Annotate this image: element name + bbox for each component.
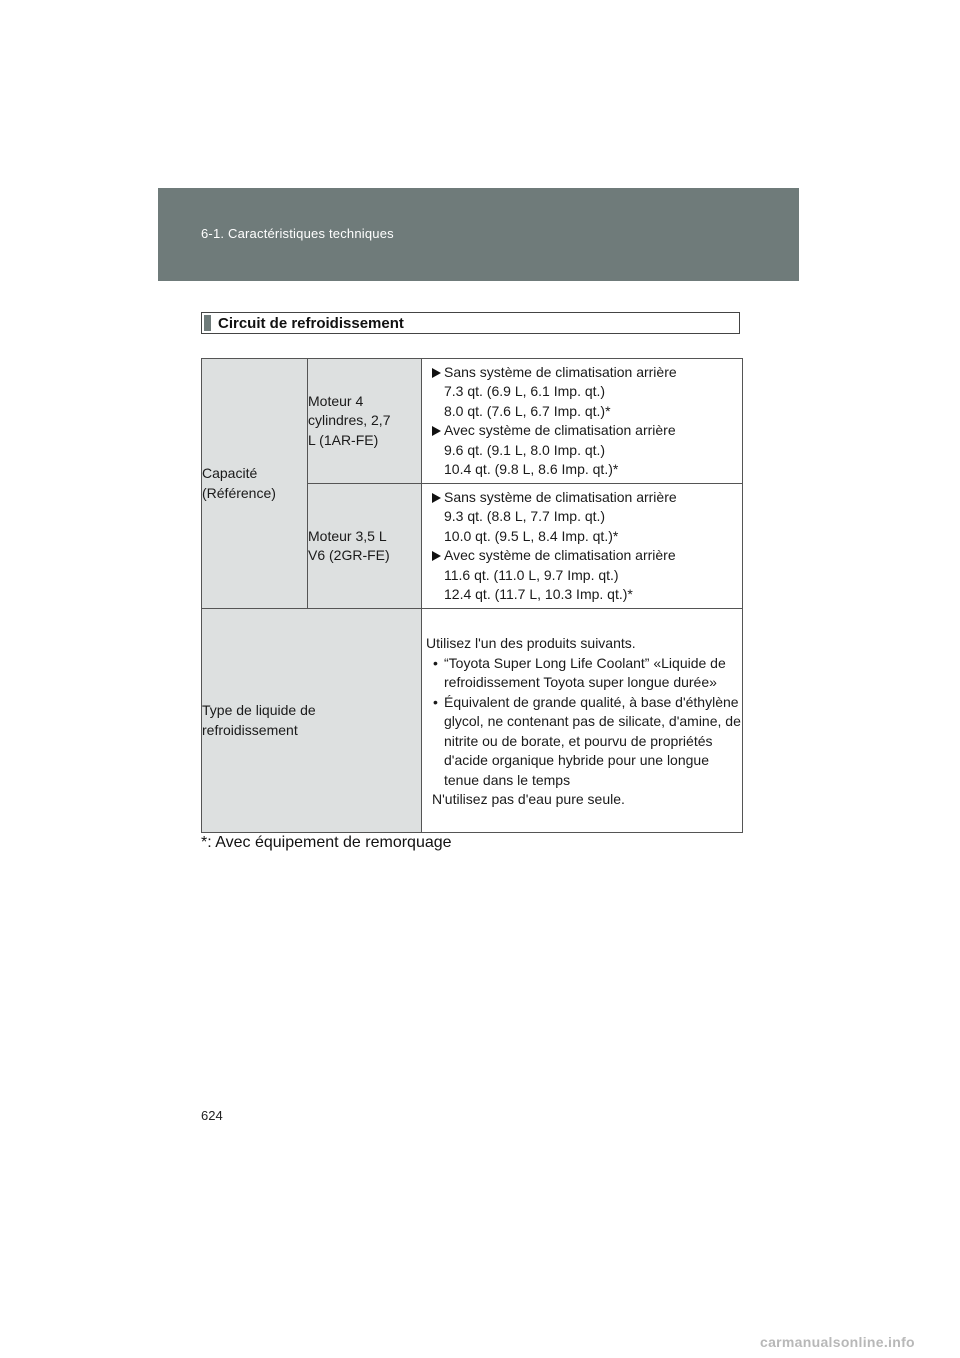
footnote: *: Avec équipement de remorquage (201, 834, 452, 851)
table-row (202, 609, 743, 833)
section-title-marker (204, 315, 211, 331)
capacity-value: 10.4 qt. (9.8 L, 8.6 Imp. qt.)* (444, 461, 619, 477)
capacity-value: 8.0 qt. (7.6 L, 6.7 Imp. qt.)* (444, 402, 611, 419)
option-label: Avec système de climatisation arrière (444, 547, 676, 563)
triangle-bullet-icon (432, 426, 441, 436)
option-label: Sans système de climatisation arrière (444, 363, 677, 380)
option-label: Avec système de climatisation arrière (444, 422, 676, 438)
chapter-title: 6-1. Caractéristiques techniques (201, 226, 394, 241)
coolant-intro: Utilisez l'un des produits suivants. (426, 635, 636, 652)
list-item (422, 693, 742, 791)
coolant-type-label: Type de liquide de refroidissement (202, 609, 422, 833)
capacity-value: 9.6 qt. (9.1 L, 8.0 Imp. qt.) (444, 441, 606, 458)
capacity-label: Capacité (Référence) (202, 359, 308, 609)
engine-2-name: Moteur 3,5 L V6 (2GR-FE) (308, 484, 422, 609)
coolant-option: Équivalent de grande qualité, à base d'éthylène glycol, ne contenant pas de silicate, d'amine, de nitrite ou de borate, et pourvu de propriétés d'acide organique hybride pour une longue tenue dans le temps (444, 693, 741, 788)
capacity-value: 7.3 qt. (6.9 L, 6.1 Imp. qt.) (444, 383, 606, 399)
cooling-spec-table (201, 358, 743, 833)
table-row (202, 359, 743, 484)
list-item (422, 421, 742, 441)
bullet-dot-icon: • (433, 654, 438, 671)
engine-1-capacity (422, 359, 743, 484)
triangle-bullet-icon (432, 493, 441, 503)
section-title: Circuit de refroidissement (218, 315, 404, 332)
watermark-link[interactable]: carmanualsonline.info (760, 1334, 915, 1350)
list-item (422, 488, 742, 508)
capacity-value: 11.6 qt. (11.0 L, 9.7 Imp. qt.) (444, 566, 619, 583)
capacity-value: 9.3 qt. (8.8 L, 7.7 Imp. qt.) (444, 508, 606, 524)
list-item (422, 654, 742, 693)
coolant-option: “Toyota Super Long Life Coolant” «Liquide de refroidissement Toyota super longue durée» (444, 654, 726, 691)
coolant-warning: N'utilisez pas d'eau pure seule. (432, 791, 625, 808)
option-label: Sans système de climatisation arrière (444, 488, 677, 505)
engine-1-name: Moteur 4 cylindres, 2,7 L (1AR-FE) (308, 359, 422, 484)
capacity-value: 10.0 qt. (9.5 L, 8.4 Imp. qt.)* (444, 527, 619, 544)
triangle-bullet-icon (432, 551, 441, 561)
engine-2-capacity (422, 484, 743, 609)
page-number: 624 (201, 1108, 223, 1123)
list-item (422, 363, 742, 383)
section-title-box (201, 312, 740, 334)
coolant-type-value (422, 609, 743, 833)
chapter-header (158, 188, 799, 281)
list-item (422, 546, 742, 566)
bullet-dot-icon: • (433, 693, 438, 710)
capacity-value: 12.4 qt. (11.7 L, 10.3 Imp. qt.)* (444, 586, 633, 602)
triangle-bullet-icon (432, 368, 441, 378)
